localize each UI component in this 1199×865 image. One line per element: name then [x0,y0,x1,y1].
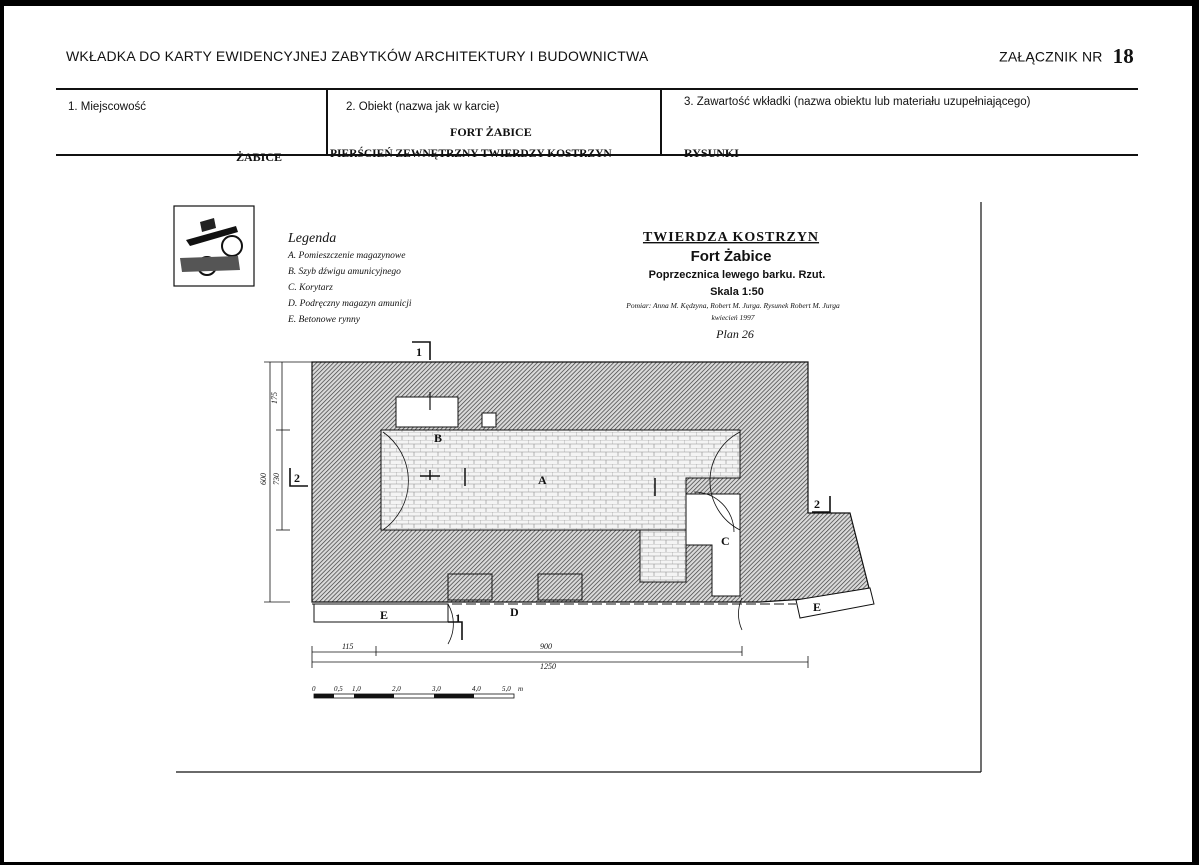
section-1-bottom-label: 1 [455,611,461,625]
scale-bar [312,685,523,698]
gutter-e-left-label: E [380,608,389,622]
legend-title: Legenda [288,231,337,246]
room-b-label: B [434,431,443,445]
dim-900-label: 900 [540,642,552,651]
room-d-label: D [510,605,519,619]
section-1-top-label: 1 [416,345,422,359]
plan-credits: Pomiar: Anna M. Kędzyna, Robert M. Jurga. Rysunek Robert M. Jurga [626,301,840,310]
object-value-1: FORT ŻABICE [450,125,532,139]
plan-number: Plan 26 [716,327,754,341]
dim-1250-label: 1250 [540,662,556,671]
plan-structure [312,362,874,644]
scale-tick-0: 0 [312,685,316,693]
plan-title-block [625,230,840,341]
gutter-e-right-label: E [813,600,822,614]
legend-item-a: A. Pomieszczenie magazynowe [288,251,406,261]
content-label: 3. Zawartość wkładki (nazwa obiektu lub materiału uzupełniającego) [684,96,1031,108]
dim-600-label: 600 [259,473,268,485]
section-2-left-label: 2 [294,471,300,485]
legend-item-b: B. Szyb dźwigu amunicyjnego [288,267,401,277]
scale-unit: m [518,685,524,693]
plan-scale: Skala 1:50 [710,286,764,298]
attachment-value: 18 [1112,44,1134,68]
scale-tick-5: 4,0 [472,685,481,693]
dim-175-label: 175 [270,392,279,404]
dim-730-label: 730 [272,473,281,485]
scale-tick-4: 3,0 [432,685,441,693]
legend-item-d: D. Podręczny magazyn amunicji [288,299,412,309]
cannon-logo [174,206,254,286]
scale-tick-1: 0,5 [334,685,343,693]
legend-item-e: E. Betonowe rynny [288,315,361,325]
plan-date: kwiecień 1997 [711,313,755,322]
form-title: WKŁADKA DO KARTY EWIDENCYJNEJ ZABYTKÓW ARCHITEKTURY I BUDOWNICTWA [66,48,649,64]
object-label: 2. Obiekt (nazwa jak w karcie) [346,101,500,113]
attachment-label: ZAŁĄCZNIK NR [999,48,1103,65]
plan-subtitle: Poprzecznica lewego barku. Rzut. [648,269,826,281]
room-c-label: C [721,534,730,548]
room-a-label: A [538,473,547,487]
locality-value: ŻABICE [236,150,283,164]
scale-tick-2: 1,0 [352,685,361,693]
locality-label: 1. Miejscowość [68,101,146,113]
fortress-title: TWIERDZA KOSTRZYN [642,230,820,245]
content-value: RYSUNKI [684,146,739,160]
object-value-2: PIERŚCIEŃ ZEWNĘTRZNY TWIERDZY KOSTRZYN [330,148,612,160]
scale-tick-3: 2,0 [392,685,401,693]
fort-name: Fort Żabice [690,248,772,265]
section-2-right-label: 2 [814,497,820,511]
legend-item-c: C. Korytarz [288,283,333,293]
scale-tick-6: 5,0 [502,685,511,693]
legend [287,231,412,325]
dim-115-label: 115 [342,642,354,651]
